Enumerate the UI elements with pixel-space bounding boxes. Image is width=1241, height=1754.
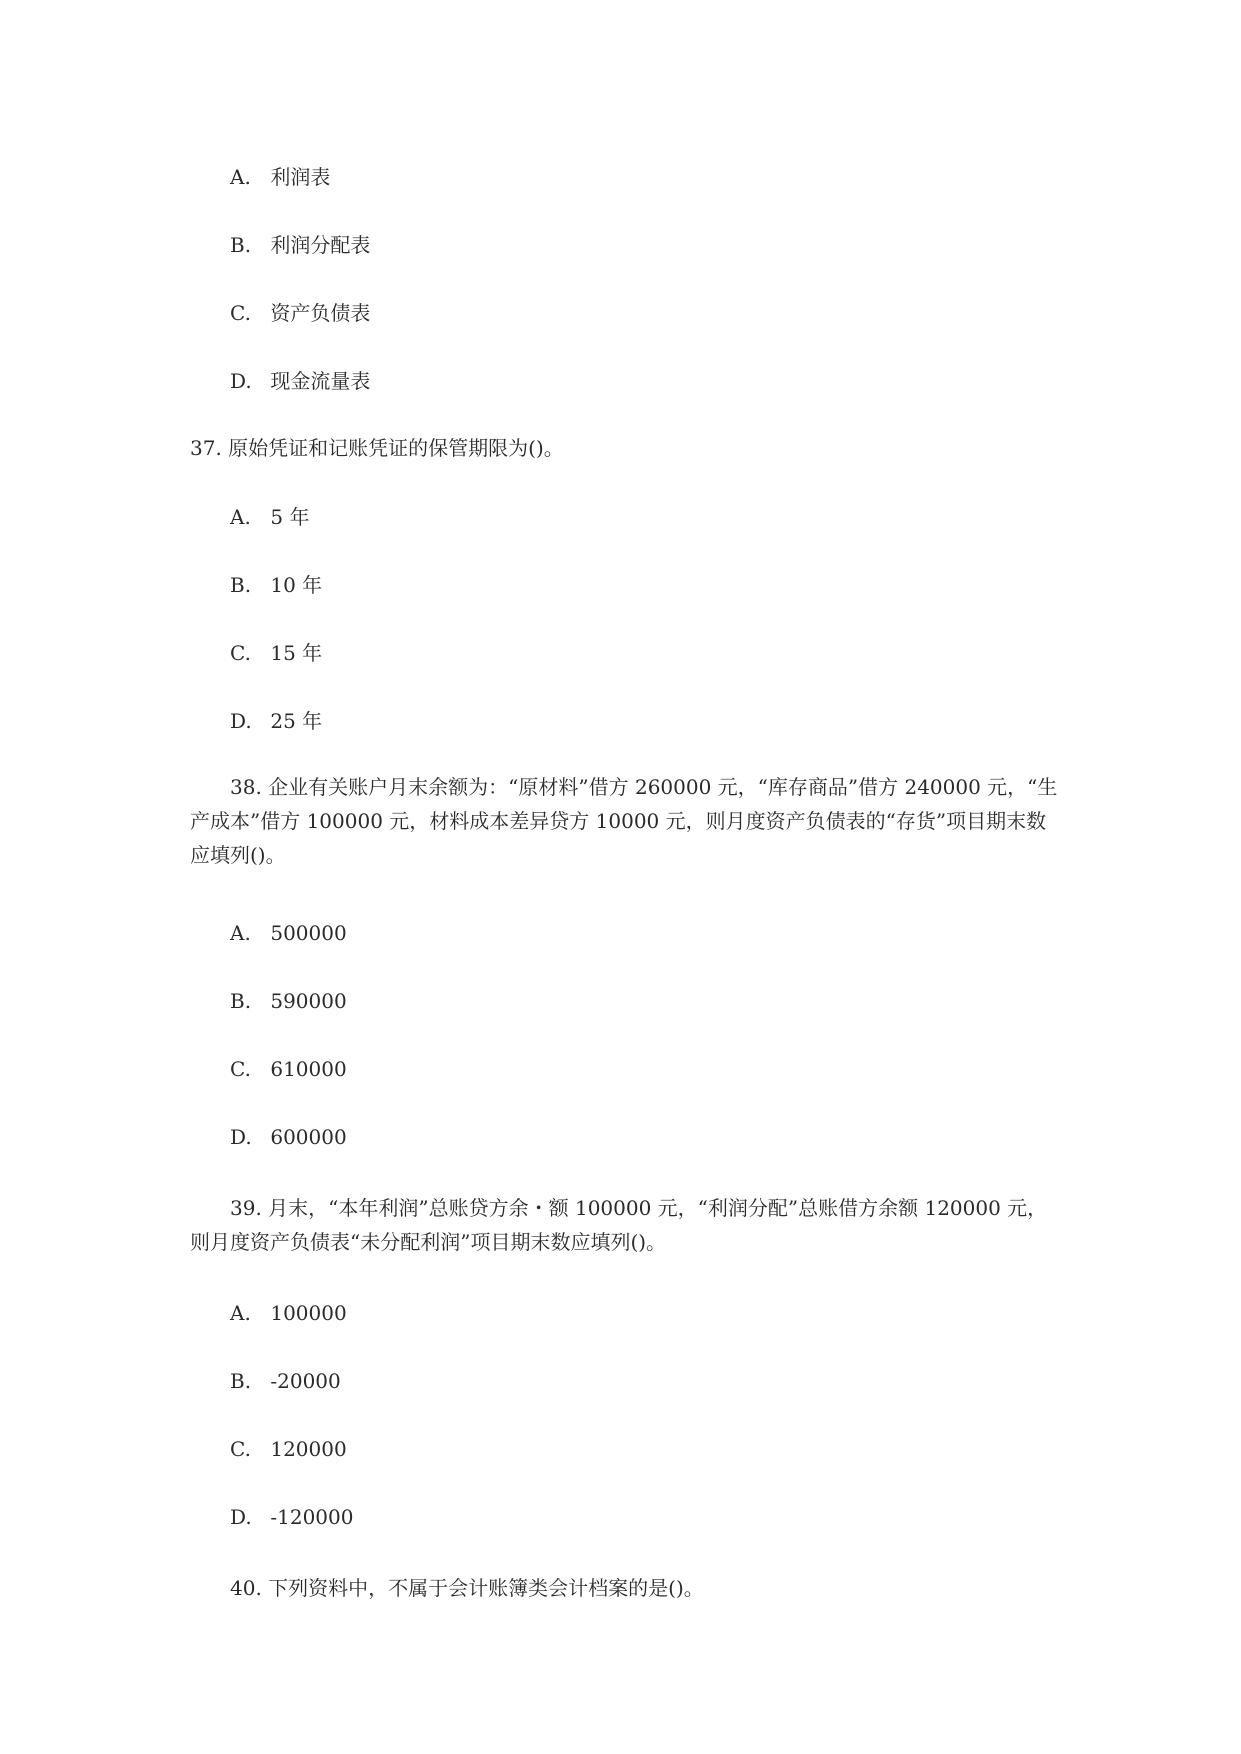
option-text: 利润分配表 [270,233,371,257]
q38-option-c [230,1057,347,1081]
option-text: 100000 [270,1301,347,1325]
question-40: 40. 下列资料中，不属于会计账簿类会计档案的是()。 [230,1576,704,1600]
question-38: 38. 企业有关账户月末余额为：“原材料”借方 260000 元，“库存商品”借方 240000 元，“生产成本”借方 100000 元，材料成本差异贷方 10000 元，则月度资产负债表的“存货”项目期末数应填列()。 [190,775,1058,867]
q39-option-d [230,1505,353,1529]
q38-option-a [230,921,347,945]
q36-option-d [230,365,370,394]
q37-option-c [230,637,322,666]
q38-option-d [230,1125,347,1149]
option-text: 资产负债表 [270,301,371,325]
question-37: 37. 原始凭证和记账凭证的保管期限为()。 [190,436,564,460]
option-text: 600000 [270,1125,347,1149]
option-key: D. [230,709,252,733]
option-key: D. [230,1505,252,1529]
option-text: 590000 [270,989,347,1013]
option-key: A. [230,505,251,529]
q39-option-b [230,1369,341,1393]
option-text: 25 年 [270,709,323,733]
q38-option-b [230,989,347,1013]
q37-option-d [230,705,322,734]
option-key: C. [230,301,251,325]
option-key: C. [230,1057,251,1081]
option-text: -20000 [270,1369,341,1393]
q36-option-a [230,161,330,190]
option-key: D. [230,369,252,393]
option-key: B. [230,573,252,597]
option-text: -120000 [270,1505,354,1529]
q39-option-a [230,1301,347,1325]
q37-option-b [230,569,322,598]
q36-option-c [230,297,370,326]
option-text: 15 年 [270,641,323,665]
option-key: C. [230,1437,251,1461]
option-key: B. [230,989,252,1013]
option-key: A. [230,165,251,189]
option-key: B. [230,233,252,257]
option-key: A. [230,1301,251,1325]
option-text: 500000 [270,921,347,945]
option-text: 610000 [270,1057,347,1081]
q39-option-c [230,1437,347,1461]
option-text: 利润表 [270,165,331,189]
option-text: 现金流量表 [270,369,371,393]
q37-option-a [230,501,309,530]
q36-option-b [230,229,370,258]
option-key: A. [230,921,251,945]
option-text: 10 年 [270,573,323,597]
option-text: 5 年 [270,505,310,529]
option-key: C. [230,641,251,665]
option-key: D. [230,1125,252,1149]
question-39: 39. 月末，“本年利润”总账贷方余・额 100000 元，“利润分配”总账借方余额 120000 元，则月度资产负债表“未分配利润”项目期末数应填列()。 [190,1196,1048,1254]
option-key: B. [230,1369,252,1393]
option-text: 120000 [270,1437,347,1461]
